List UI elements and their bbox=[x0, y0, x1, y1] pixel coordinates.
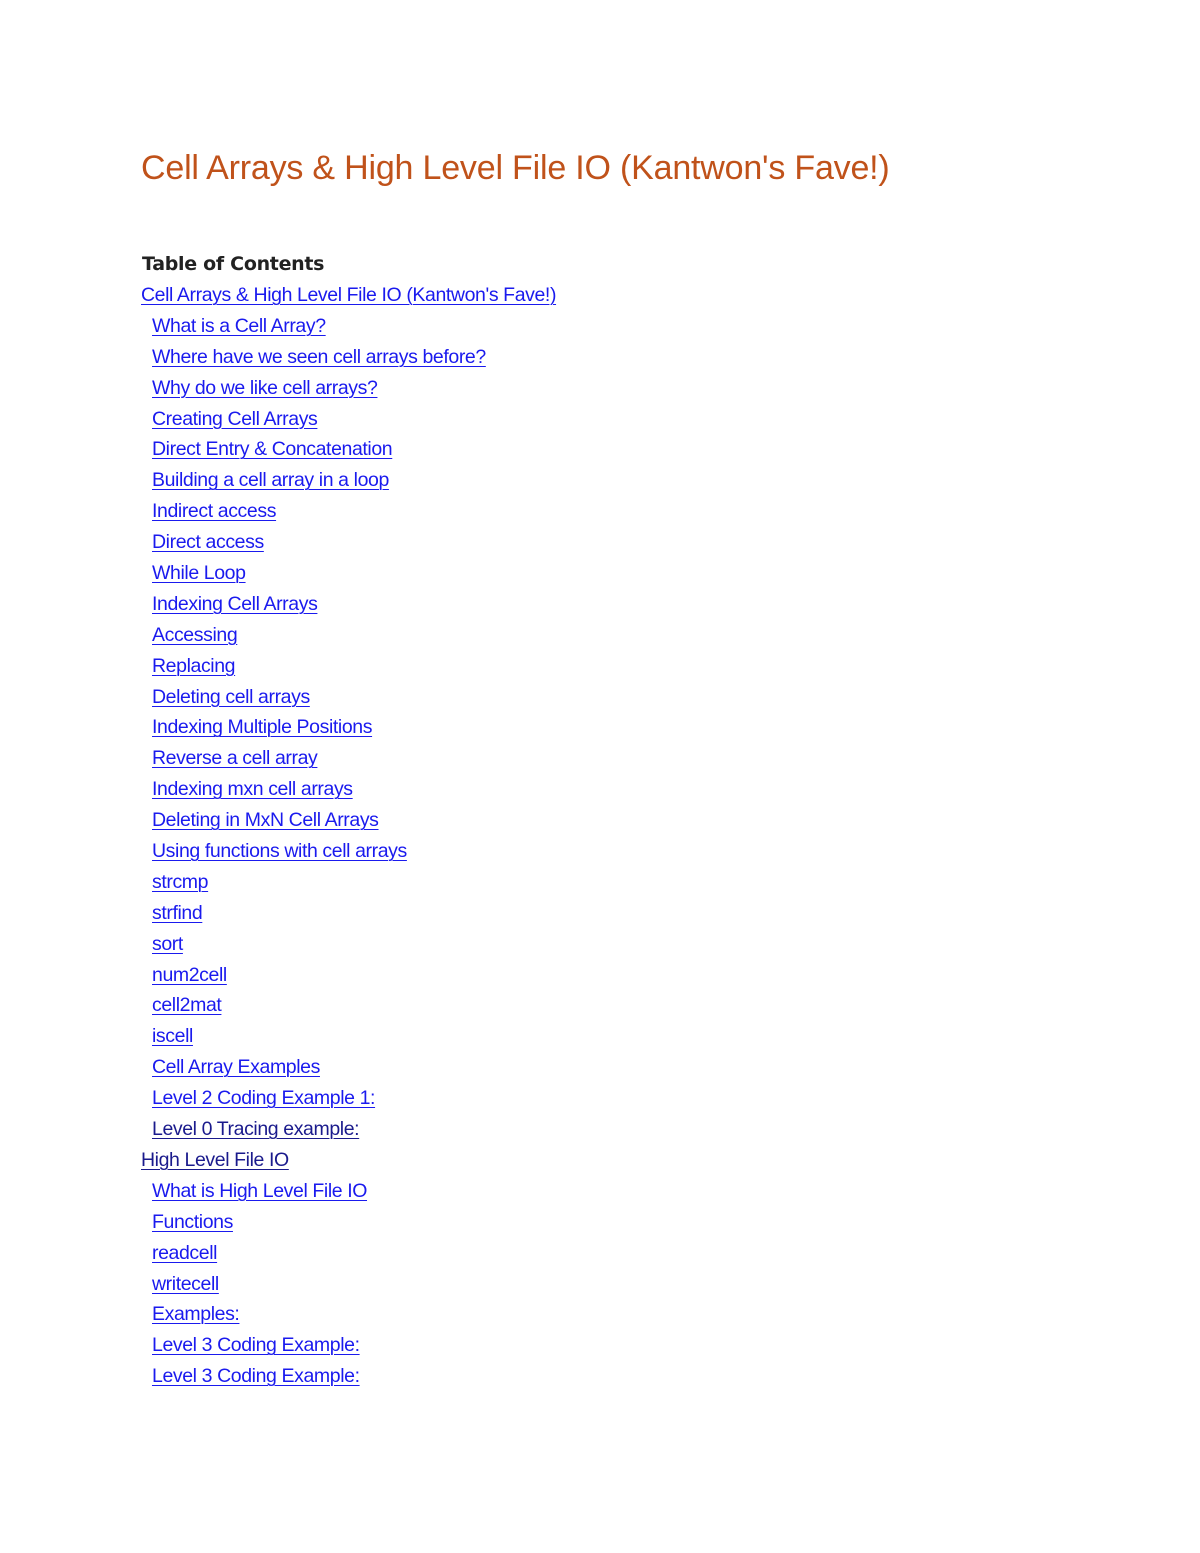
toc-link-cell-array-examples[interactable]: Cell Array Examples bbox=[152, 1056, 320, 1079]
toc-item bbox=[141, 1240, 556, 1271]
toc-item bbox=[141, 436, 556, 467]
toc-item bbox=[141, 529, 556, 560]
toc-item bbox=[141, 807, 556, 838]
toc-item bbox=[141, 1085, 556, 1116]
toc-link-examples[interactable]: Examples: bbox=[152, 1303, 240, 1326]
toc-item bbox=[141, 653, 556, 684]
toc-link-sort[interactable]: sort bbox=[152, 932, 183, 955]
toc-link-replacing[interactable]: Replacing bbox=[152, 654, 236, 677]
toc-link-level-3-coding-example-2[interactable]: Level 3 Coding Example: bbox=[152, 1365, 360, 1388]
toc-item bbox=[141, 622, 556, 653]
toc-item bbox=[141, 1023, 556, 1054]
toc-link-indexing-mxn[interactable]: Indexing mxn cell arrays bbox=[152, 778, 353, 801]
toc-link-num2cell[interactable]: num2cell bbox=[152, 963, 227, 986]
toc-item bbox=[141, 1147, 556, 1178]
toc-link-direct-access[interactable]: Direct access bbox=[152, 531, 264, 554]
toc-link-cell2mat[interactable]: cell2mat bbox=[152, 994, 222, 1017]
toc-link-why-do-we-like[interactable]: Why do we like cell arrays? bbox=[152, 376, 378, 399]
toc-item bbox=[141, 406, 556, 437]
toc-link-what-is-a-cell-array[interactable]: What is a Cell Array? bbox=[152, 314, 326, 337]
toc-link-cell-arrays-high-level-file-io[interactable]: Cell Arrays & High Level File IO (Kantwon's Fave!) bbox=[141, 284, 557, 306]
toc-item bbox=[141, 714, 556, 745]
toc-link-deleting-mxn[interactable]: Deleting in MxN Cell Arrays bbox=[152, 809, 379, 832]
toc-item bbox=[141, 1332, 556, 1363]
toc-link-indirect-access[interactable]: Indirect access bbox=[152, 500, 277, 523]
toc-link-high-level-file-io[interactable]: High Level File IO bbox=[141, 1148, 289, 1171]
toc-item bbox=[141, 776, 556, 807]
toc-link-deleting-cell-arrays[interactable]: Deleting cell arrays bbox=[152, 685, 310, 708]
toc-link-readcell[interactable]: readcell bbox=[152, 1241, 218, 1264]
toc-item bbox=[141, 344, 556, 375]
toc-item bbox=[141, 313, 556, 344]
toc-item bbox=[141, 992, 556, 1023]
toc-item bbox=[141, 1271, 556, 1302]
toc-item bbox=[141, 931, 556, 962]
toc-item bbox=[141, 1116, 556, 1147]
toc-link-functions[interactable]: Functions bbox=[152, 1210, 233, 1233]
toc-link-strcmp[interactable]: strcmp bbox=[152, 870, 209, 893]
toc-link-level-2-coding-example[interactable]: Level 2 Coding Example 1: bbox=[152, 1087, 376, 1110]
toc-item bbox=[141, 900, 556, 931]
toc-link-what-is-high-level-file-io[interactable]: What is High Level File IO bbox=[152, 1179, 368, 1202]
toc-item bbox=[141, 1178, 556, 1209]
toc-link-creating-cell-arrays[interactable]: Creating Cell Arrays bbox=[152, 407, 318, 430]
toc-link-indexing-cell-arrays[interactable]: Indexing Cell Arrays bbox=[152, 592, 318, 615]
toc-link-indexing-multiple-positions[interactable]: Indexing Multiple Positions bbox=[152, 716, 373, 739]
toc-item bbox=[141, 467, 556, 498]
toc-item bbox=[141, 282, 556, 313]
toc-item bbox=[141, 1054, 556, 1085]
toc-heading: Table of Contents bbox=[142, 253, 325, 275]
toc-link-writecell[interactable]: writecell bbox=[152, 1272, 219, 1295]
toc-item bbox=[141, 869, 556, 900]
toc-link-reverse-cell-array[interactable]: Reverse a cell array bbox=[152, 747, 318, 770]
toc-item bbox=[141, 684, 556, 715]
toc-link-iscell[interactable]: iscell bbox=[152, 1025, 193, 1048]
toc-item bbox=[141, 591, 556, 622]
toc-item bbox=[141, 1301, 556, 1332]
toc-item bbox=[141, 745, 556, 776]
toc-link-level-0-tracing-example[interactable]: Level 0 Tracing example: bbox=[152, 1118, 360, 1141]
toc-link-strfind[interactable]: strfind bbox=[152, 901, 203, 924]
toc-link-building-in-loop[interactable]: Building a cell array in a loop bbox=[152, 469, 389, 492]
toc-link-accessing[interactable]: Accessing bbox=[152, 623, 238, 646]
toc-item bbox=[141, 375, 556, 406]
toc-link-while-loop[interactable]: While Loop bbox=[152, 562, 246, 585]
page-title: Cell Arrays & High Level File IO (Kantwon's Fave!) bbox=[141, 149, 890, 187]
toc-item bbox=[141, 1363, 556, 1394]
toc-item bbox=[141, 1209, 556, 1240]
toc-link-where-have-we-seen[interactable]: Where have we seen cell arrays before? bbox=[152, 345, 486, 368]
toc-link-using-functions[interactable]: Using functions with cell arrays bbox=[152, 840, 407, 863]
toc-item bbox=[141, 560, 556, 591]
toc-item bbox=[141, 962, 556, 993]
toc-item bbox=[141, 498, 556, 529]
toc-link-level-3-coding-example-1[interactable]: Level 3 Coding Example: bbox=[152, 1334, 360, 1357]
toc-item bbox=[141, 838, 556, 869]
table-of-contents bbox=[141, 282, 556, 1394]
toc-link-direct-entry[interactable]: Direct Entry & Concatenation bbox=[152, 438, 393, 461]
